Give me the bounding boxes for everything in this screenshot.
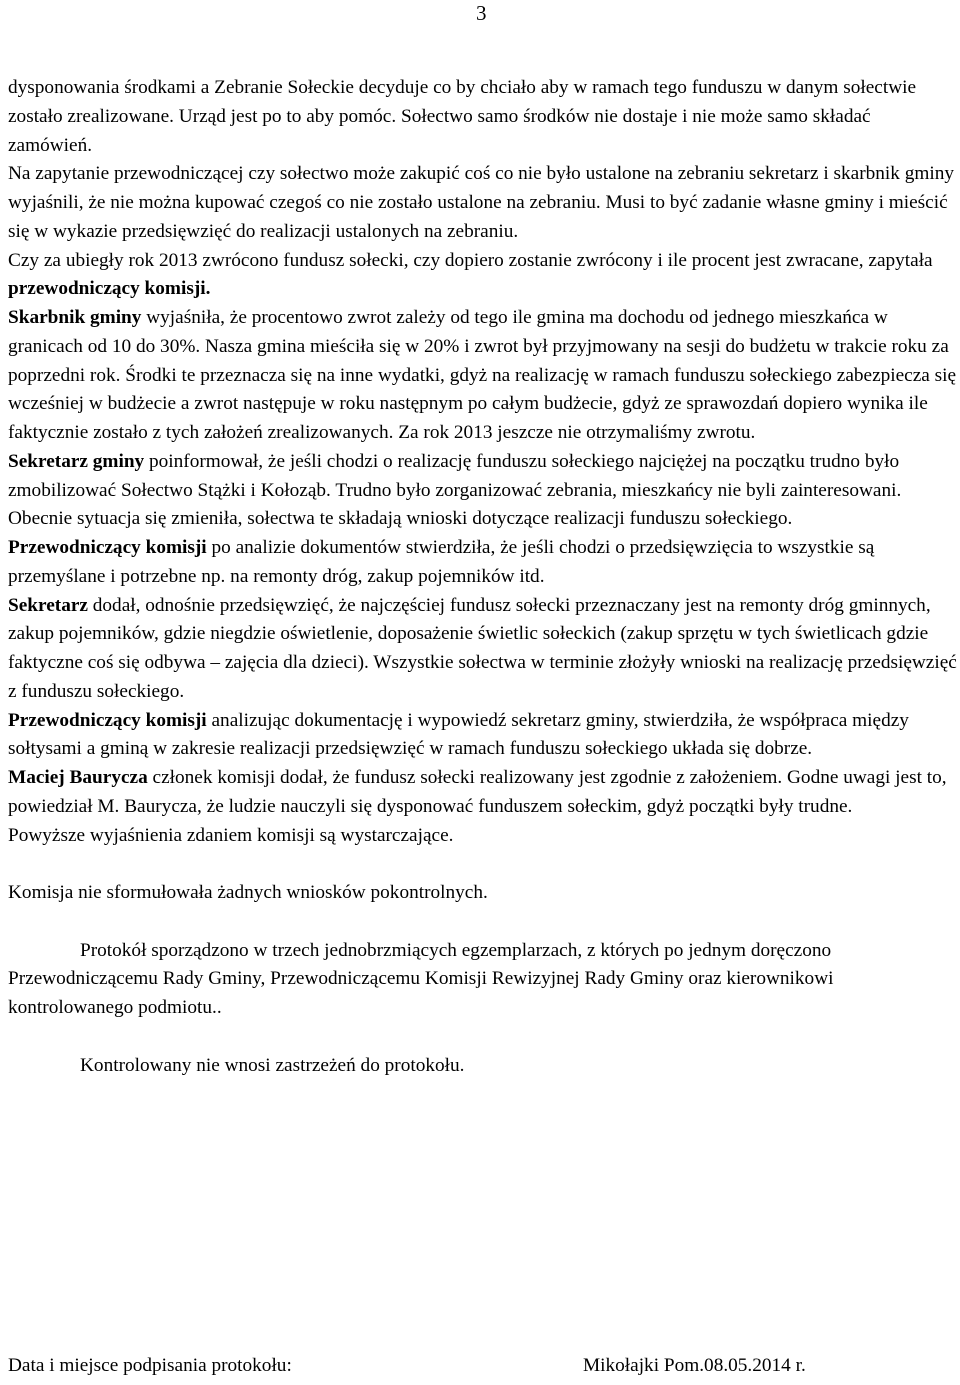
minutes-paragraphs: [8, 74, 958, 850]
paragraph-text: poinformował, że jeśli chodzi o realizację funduszu sołeckiego najciężej na początku trudno było zmobilizować Sołectwo Stążki i Kołoząb. Trudno było zorganizować zebrania, mieszkańcy nie byli zainteresowani. Obecnie sytuacja się zmieniła, sołectwa te składają wnioski dotyczące realizacji funduszu sołeckiego.: [8, 450, 902, 530]
paragraph-text: Powyższe wyjaśnienia zdaniem komisji są wystarczające.: [8, 824, 454, 846]
paragraph: [8, 764, 958, 822]
spacer: [8, 850, 958, 879]
paragraph-text: członek komisji dodał, że fundusz sołecki realizowany jest zgodnie z założeniem. Godne uwagi jest to, powiedział M. Baurycza, że ludzie nauczyli się dysponować funduszem sołeckim, gdyż początki były trudne.: [8, 767, 947, 817]
speaker-label: Przewodniczący komisji: [8, 537, 207, 558]
protocol-copies-text: Protokół sporządzono w trzech jednobrzmiących egzemplarzach, z których po jednym doręczono Przewodniczącemu Rady Gminy, Przewodniczącemu Komisji Rewizyjnej Rady Gminy oraz kierownikowi kontrolowanego podmiotu..: [8, 939, 834, 1018]
signing-label: Data i miejsce podpisania protokołu:: [8, 1355, 292, 1376]
speaker-label: Przewodniczący komisji: [8, 709, 207, 731]
speaker-label: Sekretarz: [8, 594, 88, 616]
no-objections-statement: Kontrolowany nie wnosi zastrzeżeń do protokołu.: [80, 1054, 465, 1076]
paragraph-text: wyjaśniła, że procentowo zwrot zależy od tego ile gmina ma dochodu od jednego mieszkańca w granicach od 10 do 30%. Nasza gmina mieściła się w 20% i zwrot był przyjmowany na sesji do budżetu w trakcie roku za poprzedni rok. Środki te przeznacza się na inne wydatki, gdyż na realizację w ramach funduszu sołeckiego zabezpiecza się wcześniej w budżecie a zwrot następuje w roku następnym po całym budżecie, gdyż ze sprawozdań dopiero wynika ile faktycznie zostało z tych założeń zrealizowanych. Za rok 2013 jeszcze nie otrzymaliśmy zwrotu.: [8, 307, 957, 443]
speaker-label: Skarbnik gminy: [8, 307, 142, 328]
protocol-copies-statement: [8, 937, 958, 1023]
paragraph-text: Na zapytanie przewodniczącej czy sołectwo może zakupić coś co nie było ustalone na zebraniu sekretarz i skarbnik gminy wyjaśnili, że nie można kupować czegoś co nie zostało ustalone na zebraniu. Musi to być zadanie własne gminy i mieścić się w wykazie przedsięwzięć do realizacji ustalonych na zebraniu.: [8, 163, 954, 242]
document-body: [8, 74, 958, 1080]
paragraph: [8, 74, 958, 160]
spacer: [8, 908, 958, 937]
paragraph-text: dysponowania środkami a Zebranie Sołeckie decyduje co by chciało aby w ramach tego funduszu w danym sołectwie zostało zrealizowane. Urząd jest po to aby pomóc. Sołectwo samo środków nie dostaje i nie może samo składać zamówień.: [8, 77, 917, 156]
spacer: [8, 1023, 958, 1052]
paragraph-text: analizując dokumentację i wypowiedź sekretarz gminy, stwierdziła, że współpraca między sołtysami a gminą w zakresie realizacji przedsięwzięć w ramach funduszu sołeckiego układa się dobrze.: [8, 709, 909, 760]
speaker-label: Sekretarz gminy: [8, 450, 145, 472]
paragraph-text: dodał, odnośnie przedsięwzięć, że najczęściej fundusz sołecki przeznaczany jest na remonty dróg gminnych, zakup pojemników, gdzie niegdzie oświetlenie, doposażenie świetlic sołeckich (zakup sprzętu w tych świetlicach gdzie faktyczne coś się odbywa – zajęcia dla dzieci). Wszystkie sołectwa w terminie złożyły wnioski na realizację przedsięwzięć z funduszu sołeckiego.: [8, 594, 957, 702]
paragraph: [8, 247, 958, 305]
paragraph: [8, 592, 958, 707]
paragraph: [8, 707, 958, 765]
signature-row: [8, 1352, 958, 1380]
speaker-label: Maciej Baurycza: [8, 767, 148, 788]
paragraph: [8, 448, 958, 534]
paragraph-text: Czy za ubiegły rok 2013 zwrócono fundusz sołecki, czy dopiero zostanie zwrócony i ile procent jest zwracane, zapytała: [8, 249, 933, 271]
paragraph-text: po analizie dokumentów stwierdziła, że jeśli chodzi o przedsięwzięcia to wszystkie są przemyślane i potrzebne np. na remonty dróg, zakup pojemników itd.: [8, 537, 875, 587]
paragraph: [8, 534, 958, 592]
paragraph: [8, 822, 958, 851]
no-conclusions-statement: Komisja nie sformułowała żadnych wniosków pokontrolnych.: [8, 882, 488, 903]
paragraph: [8, 160, 958, 246]
signing-place-date: Mikołajki Pom.08.05.2014 r.: [583, 1355, 806, 1376]
page-number: 3: [476, 1, 487, 25]
speaker-label: przewodniczący komisji.: [8, 278, 211, 300]
paragraph: [8, 304, 958, 448]
